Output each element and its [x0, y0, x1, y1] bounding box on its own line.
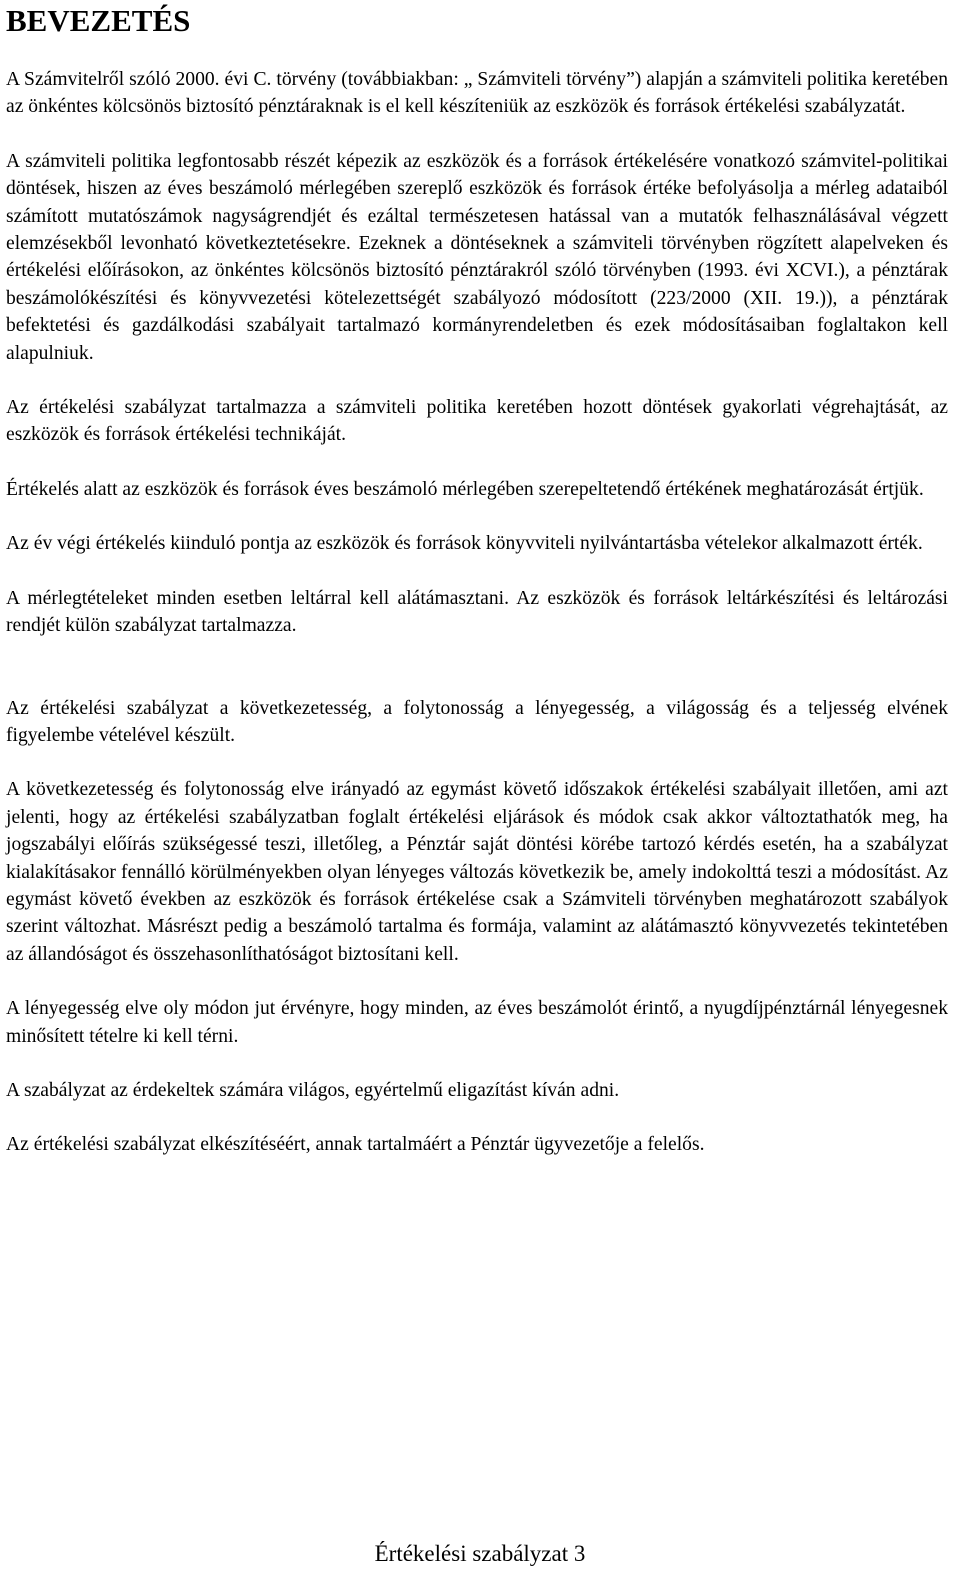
paragraph-4: Értékelés alatt az eszközök és források éves beszámoló mérlegében szerepeltetendő értékének meghatározását értjük.	[6, 478, 924, 500]
paragraph-9: A lényegesség elve oly módon jut érvényre, hogy minden, az éves beszámolót érintő, a nyugdíjpénztárnál lényegesnek minősített tételre ki kell térni.	[6, 998, 948, 1047]
paragraph-5: Az év végi értékelés kiinduló pontja az eszközök és források könyvviteli nyilvántartásba vételekor alkalmazott érték.	[6, 533, 923, 555]
document-page	[6, 0, 948, 1159]
section-heading: BEVEZETÉS	[6, 3, 191, 38]
paragraph-8: A következetesség és folytonosság elve irányadó az egymást követő időszakok értékelési szabályait illetően, ami azt jelenti, hogy az értékelési szabályzatban foglalt értékelési eljárások és módok csak akkor változtathatók meg, ha jogszabályi előírás szükségessé teszi, illetőleg, a Pénztár saját döntési körébe tartozó kérdés esetén, ha a szabályzat kialakításakor fennálló körülményekben olyan lényeges változás következik be, amely indokolttá teszi a módosítást. Az egymást követő években az eszközök és források értékelése csak a Számviteli törvényben meghatározott szabályok szerint változhat. Másrészt pedig a beszámoló tartalma és formája, valamint az alátámasztó könyvvezetés tekintetében az állandóságot és összehasonlíthatóságot biztosítani kell.	[6, 779, 948, 965]
paragraph-10: A szabályzat az érdekeltek számára világos, egyértelmű eligazítást kíván adni.	[6, 1079, 620, 1101]
paragraph-11: Az értékelési szabályzat elkészítéséért, annak tartalmáért a Pénztár ügyvezetője a felelős.	[6, 1134, 705, 1156]
paragraph-7: Az értékelési szabályzat a következetesség, a folytonosság a lényegesség, a világosság és a teljesség elvének figyelembe vételével készült.	[6, 697, 948, 746]
page-footer: Értékelési szabályzat 3	[374, 1541, 586, 1566]
paragraph-3: Az értékelési szabályzat tartalmazza a számviteli politika keretében hozott döntések gyakorlati végrehajtását, az eszközök és források értékelési technikáját.	[6, 397, 948, 446]
paragraph-1: A Számvitelről szóló 2000. évi C. törvény (továbbiakban: „ Számviteli törvény”) alapján a számviteli politika keretében az önkéntes kölcsönös biztosító pénztáraknak is el kell készíteniük az eszközök és források értékelési szabályzatát.	[6, 69, 948, 118]
paragraph-6: A mérlegtételeket minden esetben leltárral kell alátámasztani. Az eszközök és források leltárkészítési és leltározási rendjét külön szabályzat tartalmazza.	[6, 587, 948, 637]
paragraph-2: A számviteli politika legfontosabb részét képezik az eszközök és a források értékelésére vonatkozó számvitel-politikai döntések, hiszen az éves beszámoló mérlegében szereplő eszközök és források értéke befolyásolja a mérleg adataiból számított mutatószámok nagyságrendjét és ezáltal természetesen hatással van a mutatók felhasználásával végzett elemzésekből levonható következtetésekre. Ezeknek a döntéseknek a számviteli törvényben rögzített alapelveken és értékelési előírásokon, az önkéntes kölcsönös biztosító pénztárakról szóló törvényben (1993. évi XCVI.), a pénztárak beszámolókészítési és könyvvezetési kötelezettségét szabályozó módosított (223/2000 (XII. 19.)), a pénztárak befektetési és gazdálkodási szabályait tartalmazó kormányrendeletben és ezek módosításaiban foglaltakon kell alapulniuk.	[6, 150, 948, 364]
